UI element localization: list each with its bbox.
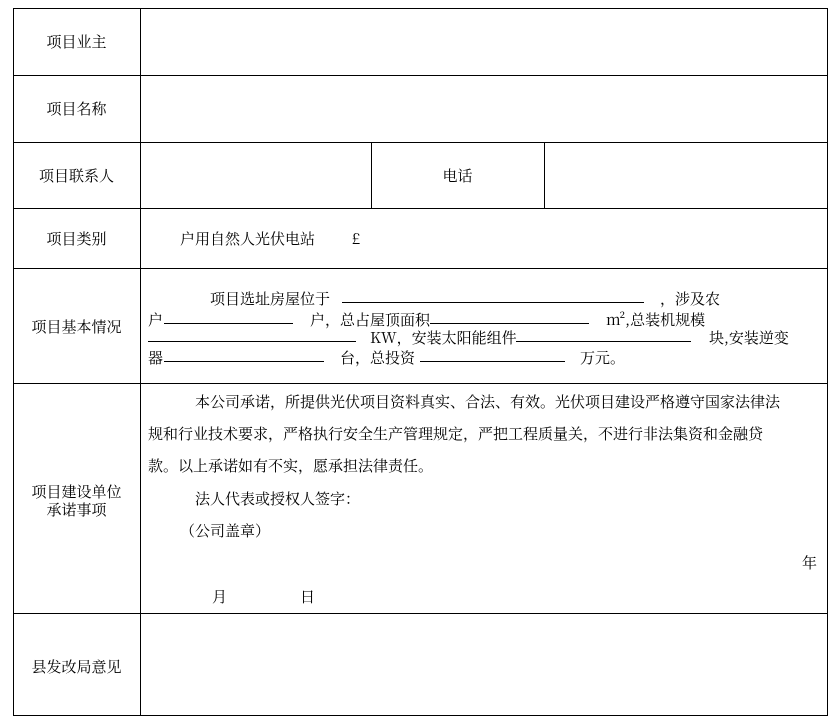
basic-info-label: 项目基本情况 xyxy=(31,316,122,337)
commitment-label-line2: 承诺事项 xyxy=(46,499,107,520)
commitment-line-2: 规和行业技术要求，严格执行安全生产管理规定，严把工程质量关，不进行非法集资和金融贷 xyxy=(148,423,764,444)
basic-investment-prefix: 台，总投资 xyxy=(340,347,416,368)
contact-value-cell[interactable] xyxy=(141,143,371,208)
row-divider xyxy=(13,268,828,269)
owner-value-cell[interactable] xyxy=(141,9,827,75)
module-count-blank[interactable] xyxy=(516,327,691,342)
company-seal-note: （公司盖章） xyxy=(180,520,271,541)
basic-location-prefix: 项目选址房屋位于 xyxy=(210,288,331,309)
phone-label: 电话 xyxy=(442,165,473,186)
basic-roof-area-prefix: 户，总占屋顶面积 xyxy=(310,309,431,330)
project-name-value-cell[interactable] xyxy=(141,76,827,142)
contact-label: 项目联系人 xyxy=(38,165,114,186)
roof-area-blank[interactable] xyxy=(430,309,589,324)
table-border-right xyxy=(827,8,828,716)
investment-blank[interactable] xyxy=(420,347,565,362)
basic-capacity-prefix: m²,总装机规模 xyxy=(606,309,706,330)
opinion-label: 县发改局意见 xyxy=(31,656,122,677)
inverter-count-blank[interactable] xyxy=(164,347,324,362)
basic-farmers-prefix: ，涉及农 xyxy=(660,288,721,309)
date-day: 日 xyxy=(300,586,316,607)
basic-inverter-suffix: 器 xyxy=(148,347,164,368)
category-label: 项目类别 xyxy=(46,228,107,249)
commitment-line-1: 本公司承诺，所提供光伏项目资料真实、合法、有效。光伏项目建设严格遵守国家法律法 xyxy=(195,391,781,412)
row-divider xyxy=(13,383,828,384)
basic-modules-prefix: KW，安装太阳能组件 xyxy=(370,327,517,348)
commitment-label-line1: 项目建设单位 xyxy=(31,481,122,502)
house-location-blank[interactable] xyxy=(342,288,644,303)
owner-label: 项目业主 xyxy=(46,31,107,52)
category-checkbox[interactable]: £ xyxy=(352,228,361,249)
basic-household-label: 户 xyxy=(148,309,164,330)
project-name-label: 项目名称 xyxy=(46,98,107,119)
phone-value-cell[interactable] xyxy=(545,143,827,208)
household-count-blank[interactable] xyxy=(164,309,293,324)
date-month: 月 xyxy=(212,586,228,607)
opinion-value-cell[interactable] xyxy=(141,614,827,715)
table-border-bottom xyxy=(13,715,828,716)
commitment-line-3: 款。以上承诺如有不实，愿承担法律责任。 xyxy=(148,455,434,476)
capacity-blank[interactable] xyxy=(148,327,356,342)
basic-inverter-prefix: 块,安装逆变 xyxy=(709,327,789,348)
date-year: 年 xyxy=(802,552,818,573)
signature-line: 法人代表或授权人签字： xyxy=(195,488,361,509)
basic-investment-unit: 万元。 xyxy=(580,347,626,368)
category-value: 户用自然人光伏电站 xyxy=(180,228,316,249)
row-divider xyxy=(13,208,828,209)
